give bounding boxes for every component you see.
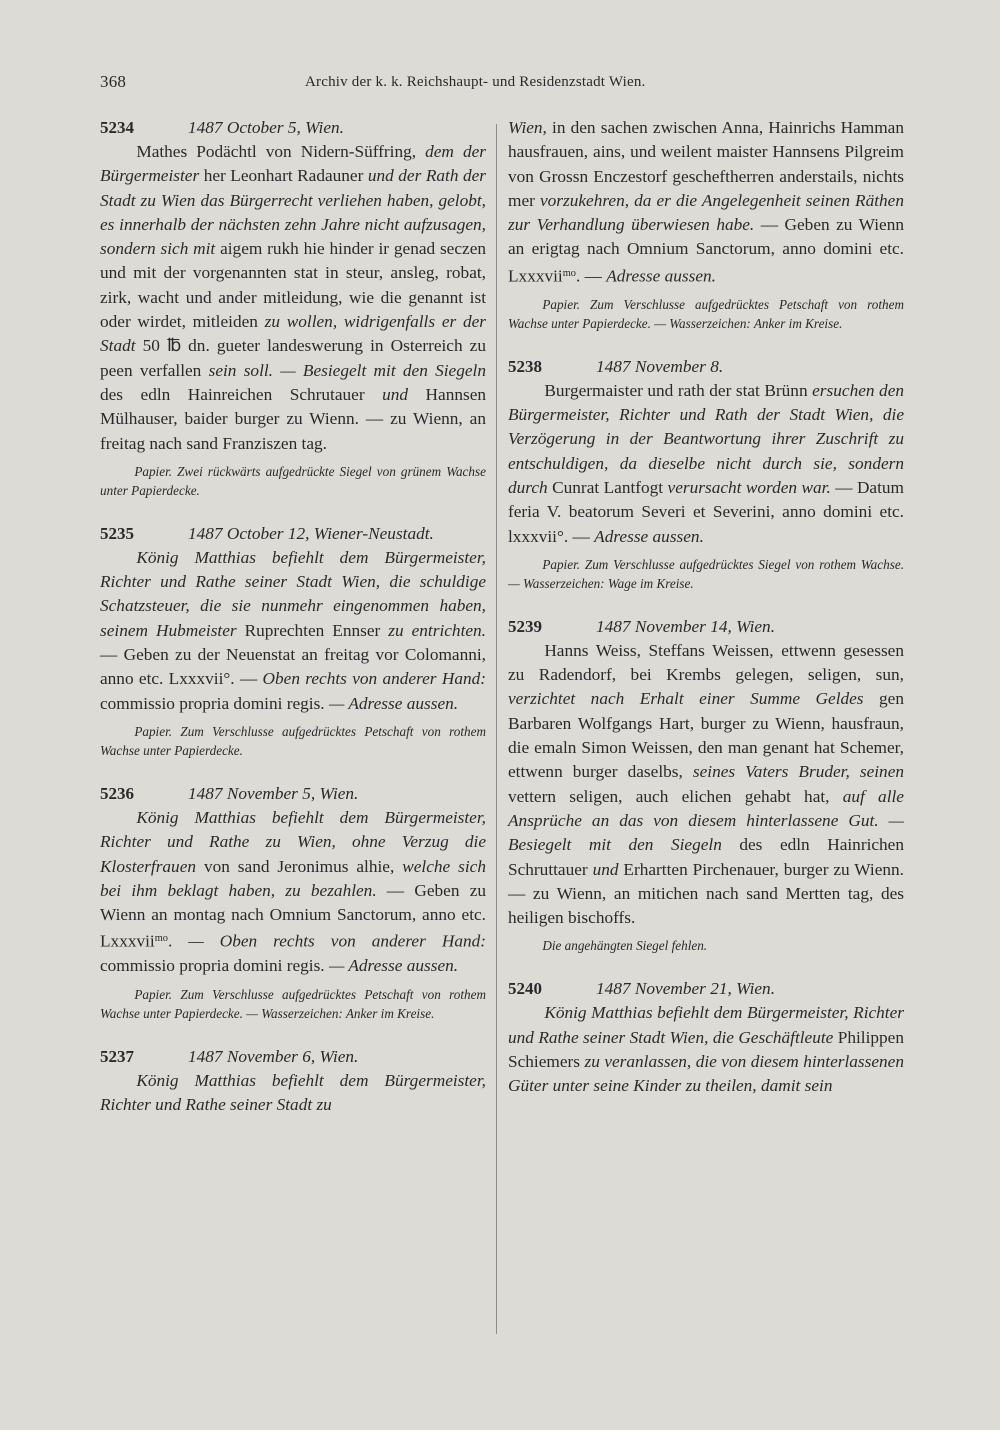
entry-date: 1487 November 8. (596, 356, 724, 376)
entry-body: König Matthias befiehlt dem Bürgermeister, Richter und Rathe seiner Stadt Wien, die schuldige Schatzsteuer, die sie nunmehr eingenommen haben, seinem Hubmeister Ruprechten Ennser zu entrichten. — Geben zu der Neuenstat an freitag vor Colomanni, anno etc. Lxxxvii°. — Oben rechts von anderer Hand: commissio propria domini regis. — Adresse aussen. (100, 547, 487, 713)
entry-5234 (100, 116, 486, 500)
entry-number: 5240 (508, 979, 542, 999)
entry-body: Mathes Podächtl von Nidern-Süffring, dem der Bürgermeister her Leonhart Radauner und der Rath der Stadt zu Wien das Bürgerrecht verliehen haben, gelobt, es innerhalb der nächsten zehn Jahre nicht aufzusagen, sondern sich mit aigem rukh hie hinder ir genad seczen und mit der vorgenannten stat in steur, ansleg, robat, zirk, wacht und ander mitleidung, wie die genannt ist oder wirdet, mitleiden zu wollen, widrigenfalls er der Stadt 50 ℔ dn. gueter landeswerung in Osterreich zu peen verfallen sein soll. — Besiegelt mit den Siegeln des edln Hainreichen Schrutauer und Hannsen Mülhauser, baider burger zu Wienn. — zu Wienn, an freitag nach sand Franziszen tag. (100, 142, 487, 453)
entry-heading (508, 977, 904, 1001)
left-column (100, 116, 486, 1139)
entry-note: Die angehängten Siegel fehlen. (542, 938, 708, 954)
right-column (508, 116, 904, 1121)
entry-date: 1487 November 21, Wien. (596, 979, 776, 999)
entry-body: Wien, in den sachen zwischen Anna, Hainrichs Hamman hausfrauen, ains, und weilent maister Hannsens Pilgreim von Grossn Enczestorf gescheftherren anderstails, nichts mer vorzukehren, da er die Angelegenheit seinen Räthen zur Verhandlung überwiesen habe. — Geben zu Wienn an erigtag nach Omnium Sanctorum, anno domini etc. Lxxxvii$^{mo}$. — Adresse aussen. (508, 118, 905, 286)
entry-body: Hanns Weiss, Steffans Weissen, ettwenn gesessen zu Radendorf, bei Krembs gelegen, seligen, sun, verzichtet nach Erhalt einer Summe Geldes gen Barbaren Wolfgangs Hart, burger zu Wienn, hausfraun, die emaln Simon Weissen, den man genant hat Schemer, ettwenn burger daselbs, seines Vaters Bruder, seinen vettern seligen, auch elichen gehabt hat, auf alle Ansprüche an das von diesem hinterlassene Gut. — Besiegelt mit den Siegeln des edln Hainrichen Schruttauer und Erhartten Pirchenauer, burger zu Wienn. — zu Wienn, an mitichen nach sand Mertten tag, des heiligen bischoffs. (508, 640, 904, 928)
entry-5235 (100, 522, 486, 760)
entry-heading (508, 615, 904, 639)
entry-5238 (508, 355, 904, 593)
entry-5240 (508, 977, 904, 1098)
entry-heading (100, 116, 486, 140)
entry-number: 5235 (100, 523, 134, 543)
entry-number: 5237 (100, 1046, 134, 1066)
entry-note: Papier. Zum Verschlusse aufgedrücktes Siegel von rothem Wachse. — Wasserzeichen: Wage im Kreise. (508, 556, 904, 591)
entry-date: 1487 October 5, Wien. (188, 118, 344, 137)
entry-number: 5236 (100, 783, 134, 803)
entry-5237 (100, 1045, 486, 1118)
entry-5239 (508, 615, 904, 956)
entry-date: 1487 October 12, Wiener-Neustadt. (188, 523, 434, 543)
entry-note: Papier. Zwei rückwärts aufgedrückte Siegel von grünem Wachse unter Papierdecke. (100, 463, 486, 498)
entry-note: Papier. Zum Verschlusse aufgedrücktes Petschaft von rothem Wachse unter Papierdecke. — Wasserzeichen: Anker im Kreise. (508, 296, 904, 331)
page-number: 368 (100, 72, 127, 91)
entry-5237-continued (508, 116, 904, 333)
entry-5236 (100, 782, 486, 1023)
running-title: Archiv der k. k. Reichshaupt- und Residenzstadt Wien. (305, 74, 646, 90)
entry-heading (100, 522, 486, 546)
entry-body: König Matthias befiehlt dem Bürgermeister, Richter und Rathe seiner Stadt zu (100, 1070, 486, 1115)
entry-date: 1487 November 5, Wien. (188, 783, 359, 803)
entry-date: 1487 November 14, Wien. (596, 616, 776, 636)
entry-heading (100, 1045, 486, 1069)
entry-number: 5234 (100, 118, 134, 137)
entry-body: König Matthias befiehlt dem Bürgermeister, Richter und Rathe zu Wien, ohne Verzug die Klosterfrauen von sand Jeronimus alhie, welche sich bei ihm beklagt haben, zu bezahlen. — Geben zu Wienn an montag nach Omnium Sanctorum, anno etc. Lxxxvii$^{mo}$. — Oben rechts von anderer Hand: commissio propria domini regis. — Adresse aussen. (100, 807, 487, 976)
entry-note: Papier. Zum Verschlusse aufgedrücktes Petschaft von rothem Wachse unter Papierdecke. (100, 723, 486, 758)
entry-body: König Matthias befiehlt dem Bürgermeister, Richter und Rathe seiner Stadt Wien, die Geschäftleute Philippen Schiemers zu veranlassen, die von diesem hinterlassenen Güter unter seine Kinder zu theilen, damit sein (508, 1003, 904, 1096)
entry-heading (508, 355, 904, 379)
entry-heading (100, 782, 486, 806)
column-divider (496, 124, 497, 1334)
entry-body: Burgermaister und rath der stat Brünn ersuchen den Bürgermeister, Richter und Rath der Stadt Wien, die Verzögerung in der Beantwortung ihrer Zuschrift zu entschuldigen, da dieselbe nicht durch sie, sondern durch Cunrat Lantfogt verursacht worden war. — Datum feria V. beatorum Severi et Severini, anno domini etc. lxxxvii°. — Adresse aussen. (508, 380, 905, 546)
entry-date: 1487 November 6, Wien. (188, 1046, 359, 1066)
entry-number: 5239 (508, 616, 542, 636)
page-header (100, 72, 900, 102)
entry-number: 5238 (508, 356, 542, 376)
entry-note: Papier. Zum Verschlusse aufgedrücktes Petschaft von rothem Wachse unter Papierdecke. — Wasserzeichen: Anker im Kreise. (100, 986, 486, 1021)
